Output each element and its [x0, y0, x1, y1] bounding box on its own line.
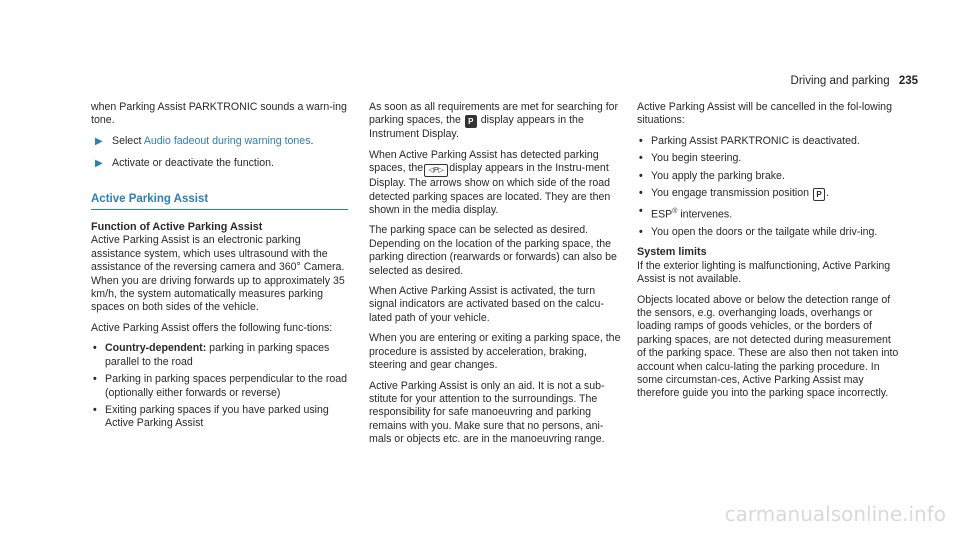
list-item: • Exiting parking spaces if you have parked using Active Parking Assist	[93, 403, 329, 430]
step-arrow-icon: ▶	[95, 135, 103, 147]
step-arrow-icon: ▶	[95, 158, 103, 170]
list-item: • You apply the parking brake.	[639, 169, 785, 182]
bullet-icon: •	[639, 152, 643, 165]
cancel-list	[637, 135, 899, 240]
list-item: • ESP® intervenes.	[639, 205, 733, 221]
paragraph: As soon as all requirements are met for searching for parking spaces, the P display appears in the Instrument Display.	[369, 101, 619, 141]
section-title: Active Parking Assist	[91, 193, 348, 210]
list-item: • Parking in parking spaces perpendicular to the road (optionally either forwards or reverse)	[93, 373, 348, 399]
watermark: carmanualsonline.info	[724, 502, 946, 526]
column-2	[369, 101, 624, 454]
parking-icon: P	[465, 115, 477, 128]
column-3	[637, 101, 899, 408]
subheading-function: Function of Active Parking Assist	[91, 221, 263, 234]
bullet-icon: •	[639, 134, 643, 147]
intro-text: when Parking Assist PARKTRONIC sounds a warn-ing tone.	[91, 101, 347, 127]
parking-arrows-icon: ◁P▷	[424, 164, 448, 177]
bullet-icon: •	[639, 169, 643, 182]
bullet-icon: •	[639, 187, 643, 200]
page-header	[791, 75, 918, 87]
audio-fadeout-link[interactable]: Audio fadeout during warning tones	[143, 134, 311, 147]
bullet-icon: •	[639, 205, 643, 218]
bullet-icon: •	[93, 403, 97, 416]
bullet-icon: •	[93, 342, 97, 355]
subheading-system-limits: System limits	[637, 246, 707, 259]
list-item: • Parking Assist PARKTRONIC is deactivated.	[639, 134, 860, 147]
list-item: • You open the doors or the tailgate while driv-ing.	[639, 225, 878, 238]
gear-p-icon: P	[813, 188, 825, 201]
paragraph: When Active Parking Assist has detected parking spaces, the ◁P▷ display appears in the Instru-ment Display. The arrows show on which side of the road detected parking spaces are located. They are then shown in the media display.	[369, 148, 611, 217]
functions-list	[91, 342, 348, 430]
section-name: Driving and parking	[790, 75, 890, 87]
paragraph: The parking space can be selected as desired. Depending on the location of the parking space, the parking direction (rearwards or forwards) can also be selected as desired.	[369, 224, 617, 277]
paragraph: If the exterior lighting is malfunctioning, Active Parking Assist is not available.	[637, 259, 891, 286]
paragraph: When Active Parking Assist is activated, the turn signal indicators are activated based on the calcu-lated path of your vehicle.	[369, 285, 604, 324]
column-1	[91, 101, 348, 438]
paragraph: Objects located above or below the detection range of the sensors, e.g. overhanging loads, overhangs or loading ramps of goods vehicles, or the borders of parking spaces, are not detected during measurement of the parking space. These are also then not taken into account when calcu-lating the parking procedure. In some circumstan-ces, Active Parking Assist may therefore guide you into the parking space incorrectly.	[637, 293, 899, 400]
bullet-icon: •	[639, 225, 643, 238]
paragraph: Active Parking Assist will be cancelled in the fol-lowing situations:	[637, 101, 892, 127]
paragraph: Active Parking Assist is an electronic parking assistance system, which uses ultrasound with the assistance of the reversing camera and 360° Camera. When you are driving forwards up to approximately 35 km/h, the system automatically measures parking spaces on both sides of the vehicle.	[91, 234, 345, 314]
step-activate: ▶ Activate or deactivate the function.	[95, 157, 274, 170]
list-item: • Country-dependent: parking in parking spaces parallel to the road	[93, 342, 330, 368]
paragraph: Active Parking Assist offers the following func-tions:	[91, 321, 333, 334]
list-item: • You engage transmission position P .	[639, 187, 829, 200]
paragraph: Active Parking Assist is only an aid. It is not a sub-stitute for your attention to the surroundings. The responsibility for safe manoeuvring and parking remains with you. Make sure that no persons, ani-mals or objects etc. are in the manoeuvring range.	[369, 379, 605, 446]
step-select: ▶ Select Audio fadeout during warning tones.	[95, 134, 314, 147]
paragraph: When you are entering or exiting a parking space, the procedure is assisted by acceleration, braking, steering and gear changes.	[369, 332, 621, 372]
bullet-icon: •	[93, 373, 97, 386]
page-number: 235	[898, 75, 918, 87]
list-item: • You begin steering.	[639, 152, 742, 165]
